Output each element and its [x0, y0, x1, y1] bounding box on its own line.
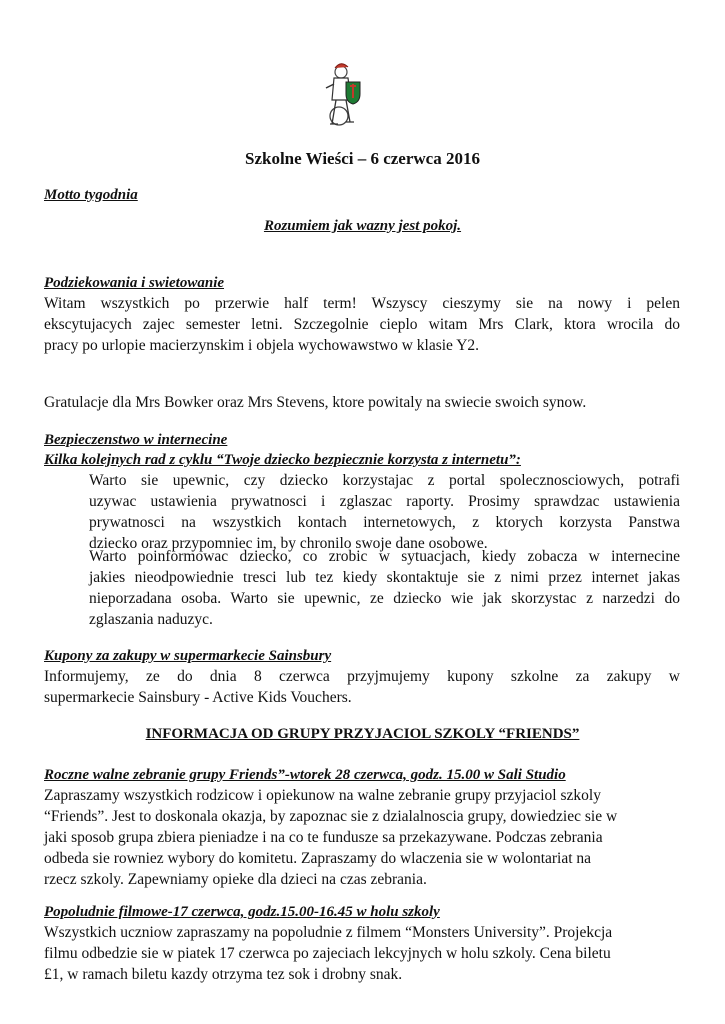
text-line: prywatnosci na wszystkich kontach internetowych, z ktorych korzysta Panstwa: [89, 514, 680, 531]
thanks-paragraph: [44, 293, 680, 356]
coupons-paragraph: [44, 666, 680, 708]
internet-paragraph-1: [89, 470, 680, 554]
thanks-heading: Podziekowania i swietowanie: [44, 275, 225, 291]
film-paragraph: [44, 922, 680, 985]
text-line: uzywac ustawienia prywatnosci i zglaszac raporty. Prosimy sprawdzac ustawienia: [89, 493, 680, 510]
coupons-heading: Kupony za zakupy w supermarkecie Sainsbury: [44, 648, 332, 664]
text-line: rzecz szkoly. Zapewniamy opieke dla dzieci na czas zebrania.: [44, 871, 427, 888]
text-line: pracy po urlopie macierzynskim i objela wychowawstwo w klasie Y2.: [44, 337, 480, 354]
congrats-paragraph: [44, 392, 680, 413]
text-line: jaki sposob grupa zbiera pieniadze i na co te fundusze sa przekazywane. Podczas zebrania: [44, 829, 603, 846]
text-line: Warto sie upewnic, czy dziecko korzystajac z portal spolecznosciowych, potrafi: [89, 472, 680, 489]
text-line: Witam wszystkich po przerwie half term! Wszyscy cieszymy sie na nowy i pelen: [44, 295, 680, 312]
text-line: odbeda sie rowniez wybory do komitetu. Zapraszamy do wlaczenia sie w wolontariat na: [44, 850, 592, 867]
text-line: dziecko oraz przypomniec im, by chronilo swoje dane osobowe.: [89, 535, 488, 552]
text-line: filmu odbedzie sie w piatek 17 czerwca po zajeciach lekcyjnych w holu szkoly. Cena biletu: [44, 945, 611, 962]
text-line: “Friends”. Jest to doskonala okazja, by zapoznac sie z dzialalnoscia grupy, dowiedziec sie w: [44, 808, 618, 825]
text-line: Gratulacje dla Mrs Bowker oraz Mrs Stevens, ktore powitaly na swiecie swoich synow.: [44, 394, 587, 411]
text-line: nieporzadana osoba. Warto sie upewnic, ze dziecko wie jak skorzystac z narzedzi do: [89, 590, 680, 607]
text-line: £1, w ramach biletu kazdy otrzyma tez sok i drobny snak.: [44, 966, 403, 983]
school-crest-logo: [318, 58, 368, 130]
text-line: jakies nieodpowiednie tresci lub tez kiedy skontaktuje sie z nimi przez internet jakas: [89, 569, 680, 586]
text-line: Informujemy, ze do dnia 8 czerwca przyjmujemy kupony szkolne za zakupy w: [44, 668, 680, 685]
text-line: ekscytujacych zajec semester letni. Szczegolnie cieplo witam Mrs Clark, ktora wrocila do: [44, 316, 680, 333]
friends-section-heading: INFORMACJA OD GRUPY PRZYJACIOL SZKOLY “FRIENDS”: [145, 726, 580, 742]
text-line: supermarkecie Sainsbury - Active Kids Vouchers.: [44, 689, 352, 706]
text-line: Zapraszamy wszystkich rodzicow i opiekunow na walne zebranie grupy przyjaciol szkoly: [44, 787, 601, 804]
film-heading: Popoludnie filmowe-17 czerwca, godz.15.00-16.45 w holu szkoly: [44, 904, 440, 920]
internet-heading: Bezpieczenstwo w internecine: [44, 432, 228, 448]
internet-subheading: Kilka kolejnych rad z cyklu “Twoje dziecko bezpiecznie korzysta z internetu”:: [44, 452, 521, 468]
newsletter-title: Szkolne Wieści – 6 czerwca 2016: [245, 149, 480, 168]
meeting-heading: Roczne walne zebranie grupy Friends”-wtorek 28 czerwca, godz. 15.00 w Sali Studio: [44, 767, 566, 783]
motto-text: Rozumiem jak wazny jest pokoj.: [263, 218, 462, 234]
motto-heading: Motto tygodnia: [44, 187, 138, 203]
internet-paragraph-2: [89, 546, 680, 630]
text-line: Wszystkich uczniow zapraszamy na popoludnie z filmem “Monsters University”. Projekcja: [44, 924, 613, 941]
meeting-paragraph: [44, 785, 680, 890]
text-line: Warto poinformowac dziecko, co zrobic w sytuacjach, kiedy zobacza w internecine: [89, 548, 680, 565]
text-line: zglaszania naduzyc.: [89, 611, 213, 628]
